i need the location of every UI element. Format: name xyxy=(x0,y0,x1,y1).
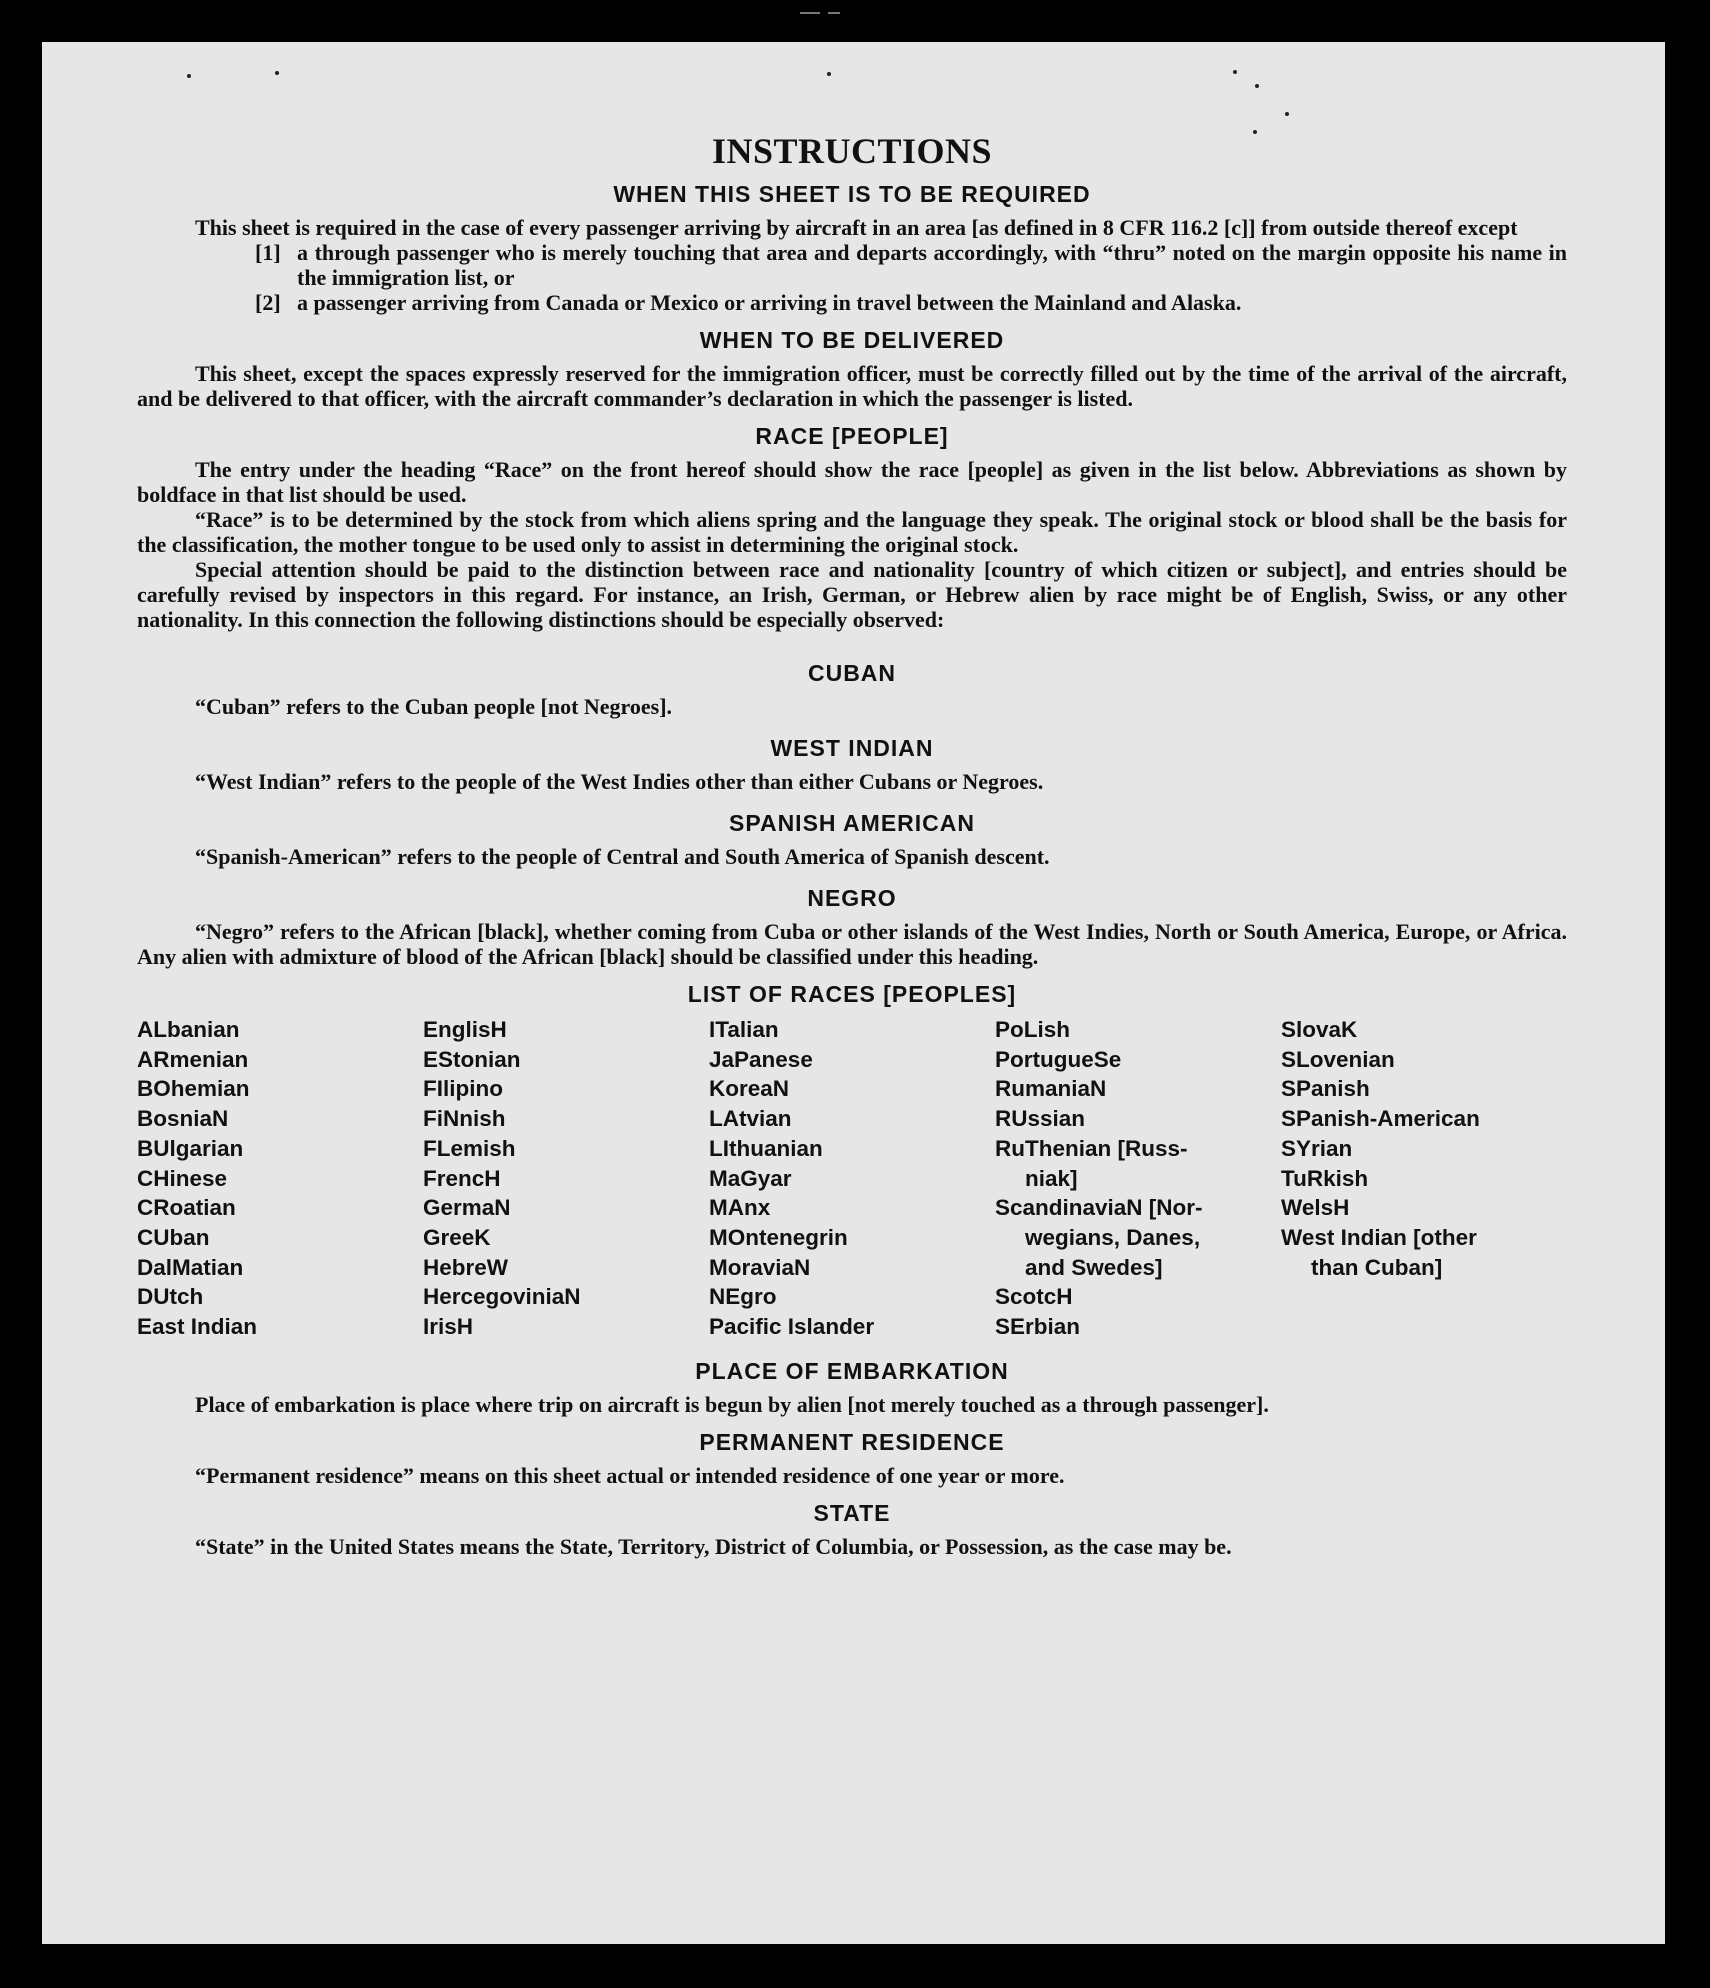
race-entry: Pacific Islander xyxy=(709,1314,875,1340)
race-entry: East Indian xyxy=(137,1314,258,1340)
race-entry: RUssian xyxy=(995,1106,1086,1132)
exception-number: [2] xyxy=(255,290,281,315)
race-entry-continuation: and Swedes] xyxy=(1025,1254,1163,1280)
heading-state: STATE xyxy=(813,1499,891,1526)
race-entry: FLemish xyxy=(423,1135,516,1161)
race-entry: ALbanian xyxy=(137,1017,240,1042)
race-entry: MoraviaN xyxy=(709,1254,811,1280)
races-column-3 xyxy=(709,1015,995,1342)
scan-speck xyxy=(187,74,191,78)
residence-text: “Permanent residence” means on this sheet actual or intended residence of one year or more. xyxy=(195,1462,1065,1488)
race-paragraph-2: “Race” is to be determined by the stock from which aliens spring and the language they speak. The original stock or blood shall be the basis for the classification, the mother tongue to be used only to assist in determining the original stock. xyxy=(137,507,1567,557)
race-entry: WelsH xyxy=(1281,1195,1350,1221)
race-entry: SPanish xyxy=(1281,1076,1370,1102)
race-entry: EStonian xyxy=(423,1046,521,1072)
race-entry: MaGyar xyxy=(709,1165,792,1191)
exception-item-1 xyxy=(255,240,1567,290)
race-entry: PortugueSe xyxy=(995,1046,1122,1072)
document-page xyxy=(42,42,1665,1944)
embarkation-text: Place of embarkation is place where trip on aircraft is begun by alien [not merely touched as a through passenger]. xyxy=(195,1391,1269,1417)
races-column-4 xyxy=(995,1015,1281,1342)
heading-list-of-races: LIST OF RACES [PEOPLES] xyxy=(687,981,1017,1007)
heading-permanent-residence: PERMANENT RESIDENCE xyxy=(699,1428,1005,1455)
scan-mark xyxy=(800,12,820,14)
race-entry: SErbian xyxy=(995,1314,1081,1340)
race-entry: BUlgarian xyxy=(137,1135,244,1161)
spanish-american-text: “Spanish-American” refers to the people of Central and South America of Spanish descent. xyxy=(195,844,1050,869)
race-entry: FIlipino xyxy=(423,1076,503,1102)
race-entry: LIthuanian xyxy=(709,1135,823,1161)
race-paragraph-3: Special attention should be paid to the distinction between race and nationality [country of which citizen or subject], and entries should be carefully revised by inspectors in this regard. For instance, an Irish, German, or Hebrew alien by race might be of English, Swiss, or any other nationality. In this connection the following distinctions should be especially observed: xyxy=(137,557,1567,632)
race-entry: EnglisH xyxy=(423,1017,507,1042)
heading-race: RACE [PEOPLE] xyxy=(755,423,949,449)
when-delivered-text: This sheet, except the spaces expressly reserved for the immigration officer, must be correctly filled out by the time of the arrival of the aircraft, and be delivered to that officer, with the aircraft commander’s declaration in which the passenger is listed. xyxy=(137,361,1567,411)
race-entry: CUban xyxy=(137,1224,210,1250)
exception-item-2 xyxy=(255,290,1567,315)
scan-speck xyxy=(275,71,279,75)
race-entry: GreeK xyxy=(423,1224,491,1250)
exception-text: a passenger arriving from Canada or Mexico or arriving in travel between the Mainland and Alaska. xyxy=(297,290,1242,315)
races-column-5 xyxy=(1281,1015,1567,1342)
race-entry: PoLish xyxy=(995,1017,1071,1042)
race-entry: SYrian xyxy=(1281,1135,1353,1161)
when-required-intro: This sheet is required in the case of every passenger arriving by aircraft in an area [as defined in 8 CFR 116.2 [c]] from outside thereof except xyxy=(195,215,1518,240)
heading-west-indian: WEST INDIAN xyxy=(770,735,934,761)
race-entry: ScandinaviaN [Nor- xyxy=(995,1195,1203,1221)
scan-speck xyxy=(1233,70,1237,74)
race-entry: BOhemian xyxy=(137,1076,250,1102)
race-entry: West Indian [other xyxy=(1281,1224,1477,1250)
heading-negro: NEGRO xyxy=(807,885,897,911)
race-entry: ITalian xyxy=(709,1017,779,1042)
race-entry: GermaN xyxy=(423,1195,511,1221)
race-paragraph-1: The entry under the heading “Race” on the front hereof should show the race [people] as given in the list below. Abbreviations as shown by boldface in that list should be used. xyxy=(137,457,1567,507)
state-text: “State” in the United States means the State, Territory, District of Columbia, or Possession, as the case may be. xyxy=(195,1533,1232,1559)
race-entry: FrencH xyxy=(423,1165,501,1191)
race-entry: FiNnish xyxy=(423,1106,506,1132)
race-entry: NEgro xyxy=(709,1284,777,1310)
race-entry: HebreW xyxy=(423,1254,509,1280)
race-entry: SPanish-American xyxy=(1281,1106,1480,1132)
race-entry: DUtch xyxy=(137,1284,204,1310)
race-entry: HercegoviniaN xyxy=(423,1284,581,1310)
race-entry: SlovaK xyxy=(1281,1017,1358,1042)
heading-spanish-american: SPANISH AMERICAN xyxy=(728,810,975,836)
race-entry: TuRkish xyxy=(1281,1165,1369,1191)
race-entry: RumaniaN xyxy=(995,1076,1107,1102)
race-entry: IrisH xyxy=(423,1314,474,1340)
race-entry: RuThenian [Russ- xyxy=(995,1135,1188,1161)
exception-number: [1] xyxy=(255,240,281,265)
races-list xyxy=(137,1015,1567,1342)
race-entry: KoreaN xyxy=(709,1076,790,1102)
heading-when-delivered: WHEN TO BE DELIVERED xyxy=(699,327,1005,353)
instructions-content xyxy=(137,127,1567,1559)
race-entry: CRoatian xyxy=(137,1195,236,1221)
race-entry: ARmenian xyxy=(137,1046,249,1072)
exception-text: a through passenger who is merely touching that area and departs accordingly, with “thru” noted on the margin opposite his name in the immigration list, or xyxy=(297,240,1567,290)
scan-mark xyxy=(828,12,840,14)
race-entry: DalMatian xyxy=(137,1254,244,1280)
race-entry-continuation: niak] xyxy=(1025,1165,1078,1191)
race-entry: ScotcH xyxy=(995,1284,1073,1310)
heading-cuban: CUBAN xyxy=(807,660,897,686)
race-entry: MOntenegrin xyxy=(709,1224,848,1250)
scan-speck xyxy=(1285,112,1289,116)
race-entry: CHinese xyxy=(137,1165,228,1191)
race-entry: JaPanese xyxy=(709,1046,813,1072)
heading-when-required: WHEN THIS SHEET IS TO BE REQUIRED xyxy=(613,181,1091,207)
race-entry: BosniaN xyxy=(137,1106,229,1132)
cuban-text: “Cuban” refers to the Cuban people [not Negroes]. xyxy=(195,694,673,719)
scan-speck xyxy=(1255,84,1259,88)
negro-text: “Negro” refers to the African [black], whether coming from Cuba or other islands of the West Indies, North or South America, Europe, or Africa. Any alien with admixture of blood of the African [black] should be classified under this heading. xyxy=(137,919,1567,969)
race-entry-continuation: wegians, Danes, xyxy=(1025,1224,1201,1250)
races-column-2 xyxy=(423,1015,709,1342)
race-entry: MAnx xyxy=(709,1195,771,1221)
races-column-1 xyxy=(137,1015,423,1342)
heading-place-of-embarkation: PLACE OF EMBARKATION xyxy=(695,1357,1009,1384)
race-entry: SLovenian xyxy=(1281,1046,1395,1072)
scan-speck xyxy=(827,72,831,76)
west-indian-text: “West Indian” refers to the people of the West Indies other than either Cubans or Negroes. xyxy=(195,769,1044,794)
page-title: INSTRUCTIONS xyxy=(711,131,993,171)
race-entry: LAtvian xyxy=(709,1106,792,1132)
race-entry-continuation: than Cuban] xyxy=(1311,1254,1443,1280)
